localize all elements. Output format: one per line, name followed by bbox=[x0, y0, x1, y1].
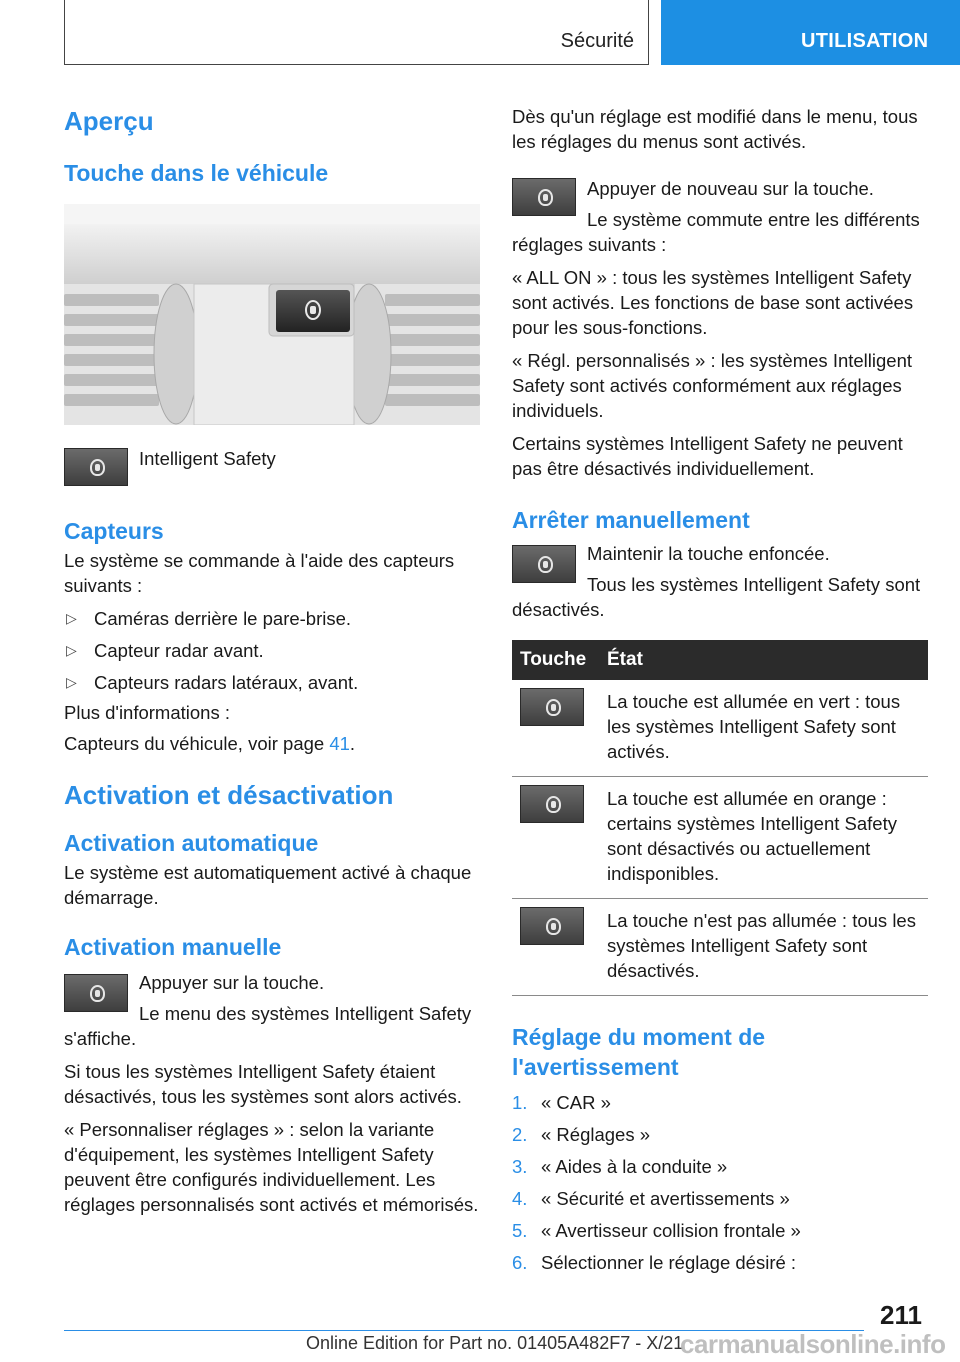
key-off-icon bbox=[520, 907, 584, 945]
regl-paragraph: « Régl. personnalisés » : les systèmes Intelligent Safety sont activés conformément aux réglages individuels. bbox=[512, 350, 913, 421]
heading-touche-vehicule: Touche dans le véhicule bbox=[64, 160, 329, 186]
table-header-touche: Touche bbox=[512, 640, 605, 680]
page-link-41[interactable]: 41 bbox=[329, 733, 350, 754]
header-frame bbox=[64, 0, 649, 65]
intelligent-safety-key-icon bbox=[512, 178, 576, 216]
heading-apercu: Aperçu bbox=[64, 106, 154, 136]
intelligent-safety-key-icon bbox=[512, 545, 576, 583]
table-cell-state: La touche n'est pas allumée : tous les systèmes Intelligent Safety sont désactivés. bbox=[605, 899, 928, 996]
manuelle-step2: Le menu des systèmes Intelligent Safety s'affiche. bbox=[64, 1003, 472, 1049]
list-item: 2. « Réglages » bbox=[512, 1124, 651, 1145]
heading-capteurs: Capteurs bbox=[64, 518, 164, 544]
activation-auto-text: Le système est automatiquement activé à chaque démarrage. bbox=[64, 862, 472, 908]
allon-paragraph: « ALL ON » : tous les systèmes Intelligent Safety sont activés. Les fonctions de base sont activées pour les sous-fonctions. bbox=[512, 267, 914, 338]
header-section-title: Sécurité bbox=[560, 30, 634, 52]
table-header-etat: État bbox=[605, 640, 928, 680]
list-item: 4. « Sécurité et avertissements » bbox=[512, 1188, 790, 1209]
intelligent-safety-key-icon bbox=[64, 974, 128, 1012]
capteurs-list bbox=[64, 606, 480, 695]
list-item: 3. « Aides à la conduite » bbox=[512, 1156, 728, 1177]
intelligent-safety-key-icon bbox=[64, 448, 128, 486]
key-intelligent-safety-row bbox=[64, 446, 480, 486]
footer-edition: Online Edition for Part no. 01405A482F7 - X/21 bbox=[306, 1333, 684, 1353]
certains-paragraph: Certains systèmes Intelligent Safety ne peuvent pas être désactivés individuellement. bbox=[512, 433, 903, 479]
manuelle-step1: Appuyer sur la touche. bbox=[139, 972, 325, 993]
heading-activation-manuelle: Activation manuelle bbox=[64, 934, 282, 960]
header-chapter-tab bbox=[661, 0, 960, 65]
heading-activation-desactivation: Activation et désactivation bbox=[64, 780, 394, 810]
key-again-line2: Le système commute entre les différents réglages suivants : bbox=[512, 209, 920, 255]
list-item: 1. « CAR » bbox=[512, 1092, 611, 1113]
arreter-line2: Tous les systèmes Intelligent Safety sont désactivés. bbox=[512, 574, 921, 620]
watermark-logo: carmanualsonline.info bbox=[680, 1329, 946, 1359]
key-orange-icon bbox=[520, 785, 584, 823]
heading-reglage-avertissement: Réglage du moment de l'avertissement bbox=[512, 1024, 766, 1080]
list-item: ▷ Capteurs radars latéraux, avant. bbox=[64, 670, 480, 695]
key-arreter-row bbox=[512, 541, 928, 622]
des-paragraph: Dès qu'un réglage est modifié dans le menu, tous les réglages du menus sont activés. bbox=[512, 106, 918, 152]
table-row bbox=[512, 777, 928, 899]
plus-info: Plus d'informations : bbox=[64, 702, 230, 723]
key-state-table bbox=[512, 640, 928, 996]
page-number: 211 bbox=[880, 1300, 922, 1330]
capteurs-reference: Capteurs du véhicule, voir page 41. bbox=[64, 733, 356, 754]
manuelle-paragraph-1: Si tous les systèmes Intelligent Safety étaient désactivés, tous les systèmes sont alors activés. bbox=[64, 1061, 462, 1107]
manuelle-paragraph-2: « Personnaliser réglages » : selon la variante d'équipement, les systèmes Intelligent Safety peuvent être configurés individuellement. Les réglages personnalisés sont activés et mémorisés. bbox=[64, 1119, 479, 1215]
table-cell-state: La touche est allumée en orange : certains systèmes Intelligent Safety sont désactivés ou actuellement indisponibles. bbox=[605, 777, 928, 899]
table-row bbox=[512, 899, 928, 996]
table-cell-state: La touche est allumée en vert : tous les systèmes Intelligent Safety sont activés. bbox=[605, 680, 928, 777]
list-item: ▷ Capteur radar avant. bbox=[64, 638, 480, 663]
key-green-icon bbox=[520, 688, 584, 726]
arreter-line1: Maintenir la touche enfoncée. bbox=[587, 543, 830, 564]
left-column bbox=[64, 100, 480, 1217]
key-intelligent-safety-label: Intelligent Safety bbox=[139, 448, 276, 469]
table-row bbox=[512, 680, 928, 777]
list-item: 5. « Avertisseur collision frontale » bbox=[512, 1220, 801, 1241]
right-column bbox=[512, 100, 928, 1282]
header-chapter-label: UTILISATION bbox=[801, 30, 929, 52]
key-manuelle-row bbox=[64, 970, 480, 1051]
heading-arreter: Arrêter manuellement bbox=[512, 507, 750, 533]
key-again-row bbox=[512, 176, 928, 257]
dashboard-photo bbox=[64, 204, 480, 425]
key-again-line1: Appuyer de nouveau sur la touche. bbox=[587, 178, 874, 199]
capteurs-intro: Le système se commande à l'aide des capteurs suivants : bbox=[64, 550, 455, 596]
reglage-steps bbox=[512, 1090, 928, 1275]
list-item: ▷ Caméras derrière le pare-brise. bbox=[64, 606, 480, 631]
list-item: 6. Sélectionner le réglage désiré : bbox=[512, 1252, 797, 1273]
dashboard-illustration bbox=[64, 204, 480, 425]
heading-activation-auto: Activation automatique bbox=[64, 830, 319, 856]
